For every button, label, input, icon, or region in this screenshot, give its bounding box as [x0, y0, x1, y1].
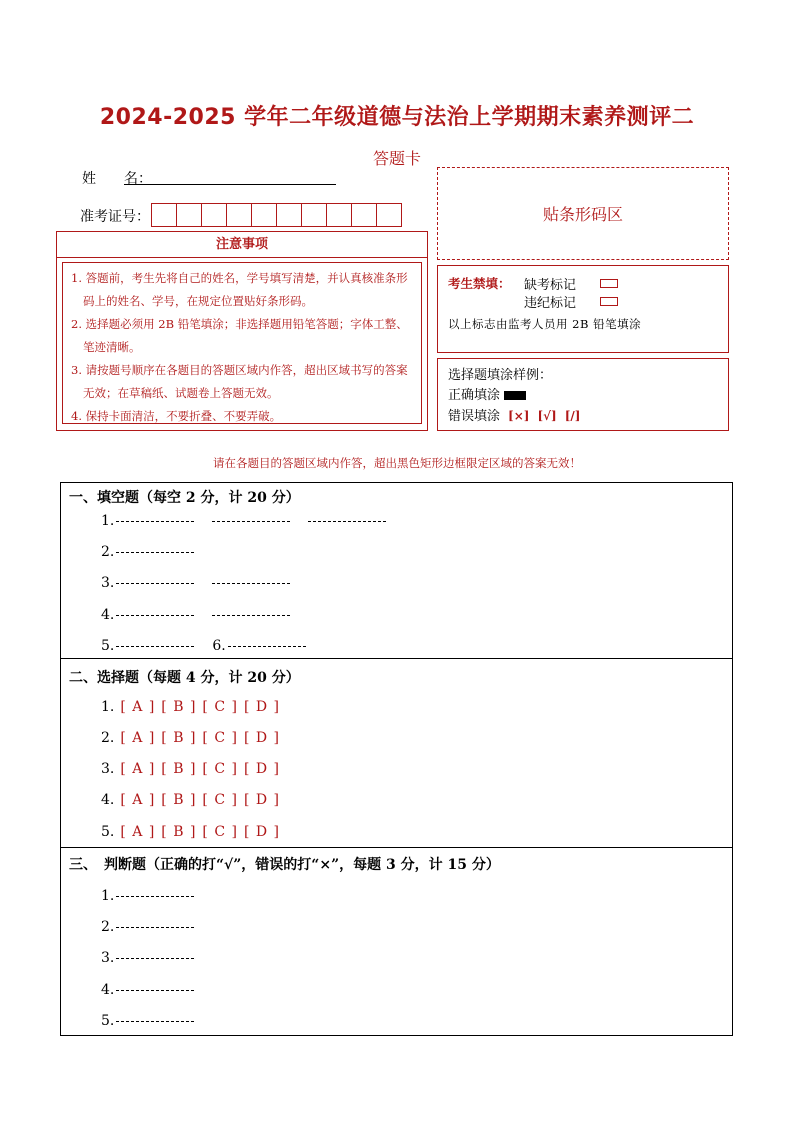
option-a[interactable]: [ A ] — [120, 792, 156, 808]
question-number: 3. — [101, 950, 115, 966]
answer-blank[interactable] — [116, 583, 194, 584]
answer-blank[interactable] — [116, 615, 194, 616]
absent-mark-box[interactable] — [600, 279, 618, 288]
answer-area-warning: 请在各题目的答题区域内作答，超出黑色矩形边框限定区域的答案无效！ — [213, 456, 581, 470]
exam-id-box[interactable] — [376, 203, 402, 227]
fill-blank-row — [101, 638, 306, 654]
question-number: 2. — [101, 730, 115, 746]
notice-item: 2. 选择题必须用 2B 铅笔填涂；非选择题用铅笔答题；字体工整、笔迹清晰。 — [71, 317, 408, 354]
option-a[interactable]: [ A ] — [120, 824, 156, 840]
absent-mark-label: 缺考标记 — [524, 277, 577, 293]
question-number: 5. — [101, 1013, 115, 1029]
judgment-title: 三、 判断题（正确的打“√”，错误的打“×”，每题 3 分，计 15 分） — [69, 857, 500, 873]
exam-id-label: 准考证号： — [80, 209, 150, 225]
choice-title: 二、选择题（每题 4 分，计 20 分） — [69, 670, 300, 686]
notice-item: 4. 保持卡面清洁，不要折叠、不要弄破。 — [71, 409, 282, 423]
option-d[interactable]: [ D ] — [243, 792, 281, 808]
notice-item: 3. 请按题号顺序在各题目的答题区域内作答，超出区域书写的答案无效；在草稿纸、试题卷上答题无效。 — [71, 363, 408, 400]
name-label: 姓 名： — [82, 171, 152, 187]
question-number: 5. — [101, 824, 115, 840]
fill-blank-row — [101, 513, 386, 529]
option-a[interactable]: [ A ] — [120, 699, 156, 715]
exam-id-box[interactable] — [326, 203, 352, 227]
question-number: 3. — [101, 575, 115, 591]
exam-id-box[interactable] — [226, 203, 252, 227]
option-d[interactable]: [ D ] — [243, 761, 281, 777]
option-b[interactable]: [ B ] — [161, 761, 197, 777]
option-b[interactable]: [ B ] — [161, 730, 197, 746]
barcode-label: 贴条形码区 — [542, 205, 623, 224]
fill-blank-title: 一、填空题（每空 2 分，计 20 分） — [69, 490, 300, 506]
notice-item: 1. 答题前，考生先将自己的姓名，学号填写清楚，并认真核准条形码上的姓名、学号，在规定位置贴好条形码。 — [71, 271, 408, 308]
answer-blank[interactable] — [116, 927, 194, 928]
wrong-mark-check: [√] — [537, 409, 557, 423]
exam-id-box[interactable] — [351, 203, 377, 227]
judgment-row — [101, 982, 194, 998]
choice-row — [101, 761, 280, 777]
exam-id-box[interactable] — [176, 203, 202, 227]
answer-blank[interactable] — [116, 646, 194, 647]
exam-id-box[interactable] — [251, 203, 277, 227]
choice-row — [101, 792, 280, 808]
question-number: 1. — [101, 513, 115, 529]
exam-id-box[interactable] — [301, 203, 327, 227]
question-number: 4. — [101, 792, 115, 808]
violation-mark-label: 违纪标记 — [524, 295, 577, 311]
option-c[interactable]: [ C ] — [202, 761, 238, 777]
page-title: 2024-2025 学年二年级道德与法治上学期期末素养测评二 — [99, 105, 695, 130]
judgment-row — [101, 950, 194, 966]
option-d[interactable]: [ D ] — [243, 730, 281, 746]
option-c[interactable]: [ C ] — [202, 730, 238, 746]
judgment-row — [101, 919, 194, 935]
question-number: 4. — [101, 982, 115, 998]
question-number: 1. — [101, 699, 115, 715]
question-number: 2. — [101, 919, 115, 935]
option-c[interactable]: [ C ] — [202, 792, 238, 808]
exam-id-box[interactable] — [201, 203, 227, 227]
answer-blank[interactable] — [116, 958, 194, 959]
answer-blank[interactable] — [116, 896, 194, 897]
option-d[interactable]: [ D ] — [243, 824, 281, 840]
sample-heading: 选择题填涂样例： — [448, 368, 553, 383]
option-a[interactable]: [ A ] — [120, 761, 156, 777]
choice-row — [101, 730, 280, 746]
option-c[interactable]: [ C ] — [202, 824, 238, 840]
answer-blank[interactable] — [212, 615, 290, 616]
answer-blank[interactable] — [116, 1021, 194, 1022]
choice-row — [101, 824, 280, 840]
option-b[interactable]: [ B ] — [161, 824, 197, 840]
judgment-row — [101, 1013, 194, 1029]
barcode-area — [437, 167, 729, 260]
question-number: 1. — [101, 888, 115, 904]
answer-blank[interactable] — [212, 521, 290, 522]
option-a[interactable]: [ A ] — [120, 730, 156, 746]
question-number: 3. — [101, 761, 115, 777]
question-number: 6. — [212, 638, 226, 654]
wrong-fill-label: 错误填涂 — [448, 409, 501, 424]
fill-blank-row — [101, 575, 290, 591]
answer-blank[interactable] — [228, 646, 306, 647]
fill-blank-row — [101, 607, 290, 623]
answer-blank[interactable] — [116, 552, 194, 553]
correct-fill-label: 正确填涂 — [448, 388, 501, 403]
notice-heading: 注意事项 — [57, 232, 427, 258]
notice-body — [62, 262, 422, 424]
answer-blank[interactable] — [116, 990, 194, 991]
answer-blank[interactable] — [212, 583, 290, 584]
exam-id-box[interactable] — [276, 203, 302, 227]
correct-fill-example — [504, 391, 526, 400]
option-b[interactable]: [ B ] — [161, 699, 197, 715]
judgment-section — [60, 847, 733, 1036]
forbid-note: 以上标志由监考人员用 2B 铅笔填涂 — [448, 317, 642, 331]
option-b[interactable]: [ B ] — [161, 792, 197, 808]
fill-blank-section — [60, 482, 733, 659]
question-number: 2. — [101, 544, 115, 560]
choice-section — [60, 658, 733, 848]
fill-sample-panel — [437, 358, 729, 431]
answer-sheet-subtitle: 答题卡 — [372, 149, 421, 168]
violation-mark-box[interactable] — [600, 297, 618, 306]
proctor-only-panel — [437, 265, 729, 353]
exam-id-boxes[interactable] — [151, 203, 401, 227]
wrong-mark-cross: [×] — [508, 409, 530, 423]
choice-row — [101, 699, 280, 715]
question-number: 5. — [101, 638, 115, 654]
question-number: 4. — [101, 607, 115, 623]
judgment-row — [101, 888, 194, 904]
answer-blank[interactable] — [116, 521, 194, 522]
notice-panel — [56, 231, 428, 431]
option-d[interactable]: [ D ] — [243, 699, 281, 715]
fill-blank-row — [101, 544, 194, 560]
option-c[interactable]: [ C ] — [202, 699, 238, 715]
wrong-mark-slash: [/] — [564, 409, 581, 423]
exam-id-box[interactable] — [151, 203, 177, 227]
name-field[interactable] — [124, 184, 336, 185]
answer-blank[interactable] — [308, 521, 386, 522]
forbid-label: 考生禁填： — [448, 276, 511, 291]
